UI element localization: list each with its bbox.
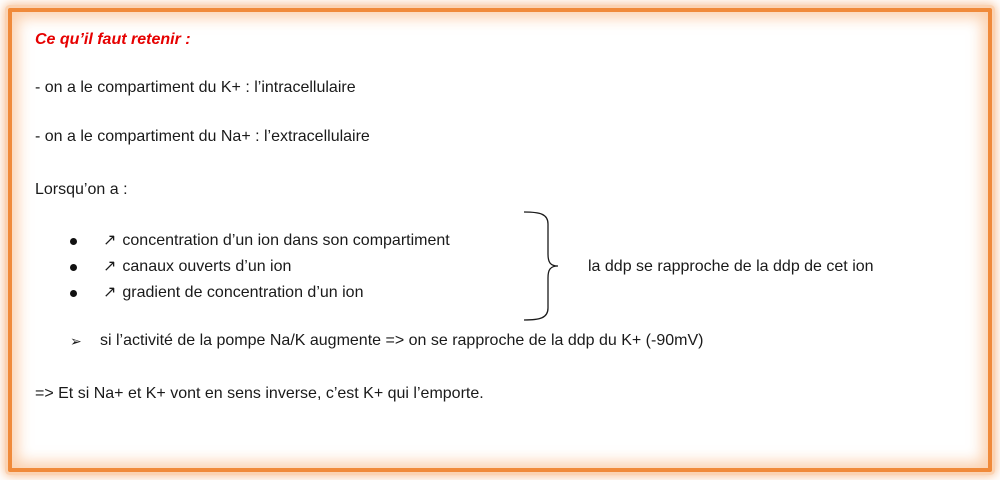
up-right-arrow-icon: ↗ [103,232,117,249]
list-item-text: canaux ouverts d’un ion [122,258,292,275]
list-item [103,257,291,277]
bullet-dot [70,290,77,297]
conclusion-line: => Et si Na+ et K+ vont en sens inverse, c’est K+ qui l’emporte. [35,385,484,402]
k-compartment-line: - on a le compartiment du K+ : l’intracellulaire [35,79,356,96]
summary-title: Ce qu’il faut retenir : [35,31,191,48]
na-compartment-line: - on a le compartiment du Na+ : l’extracellulaire [35,128,370,145]
bullet-dot [70,264,77,271]
up-right-arrow-icon: ↗ [103,258,117,275]
list-item-text: gradient de concentration d’un ion [122,284,364,301]
up-right-arrow-icon: ↗ [103,284,117,301]
list-item-text: concentration d’un ion dans son compartiment [122,232,450,249]
right-brace-icon [522,210,562,322]
list-item [103,231,450,251]
bullet-dot [70,238,77,245]
brace-conclusion: la ddp se rapproche de la ddp de cet ion [588,258,874,275]
list-item [103,283,363,303]
pump-line: si l’activité de la pompe Na/K augmente => on se rapproche de la ddp du K+ (-90mV) [100,332,704,349]
chevron-bullet-icon: ➢ [70,333,82,349]
lorsquon-line: Lorsqu’on a : [35,181,128,198]
